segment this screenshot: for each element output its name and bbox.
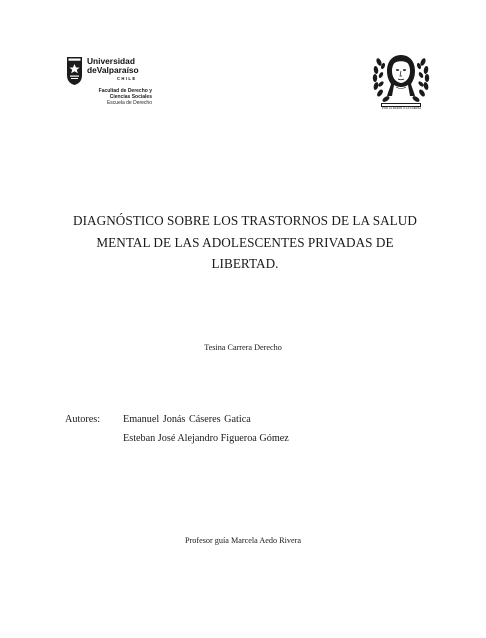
title-line: DIAGNÓSTICO SOBRE LOS TRASTORNOS DE LA SALUD bbox=[73, 213, 417, 228]
authors-label: Autores: bbox=[65, 414, 101, 425]
title-line: MENTAL DE LAS ADOLESCENTES PRIVADAS DE bbox=[96, 234, 394, 250]
school-emblem bbox=[370, 50, 432, 118]
emblem-motto: POR LA RAZÓN O LA FUERZA bbox=[382, 107, 422, 110]
document-title bbox=[60, 210, 430, 275]
university-name: Universidad deValparaíso bbox=[87, 56, 139, 75]
author-name: Esteban José Alejandro Figueroa Gómez bbox=[123, 433, 289, 444]
university-country: CHILE bbox=[117, 76, 137, 81]
university-shield-icon bbox=[66, 56, 83, 86]
author-name: Emanuel Jonás Cáseres Gatica bbox=[123, 414, 251, 425]
advisor-label: Profesor guía Marcela Aedo Rivera bbox=[185, 536, 301, 545]
laurel-head-emblem-icon bbox=[370, 50, 432, 108]
school-name: Escuela de Derecho bbox=[106, 100, 152, 106]
university-logo bbox=[64, 55, 154, 113]
program-label: Tesina Carrera Derecho bbox=[204, 343, 282, 352]
faculty-name: Facultad de Derecho y Ciencias Sociales Escuela de Derecho bbox=[82, 88, 152, 106]
title-line: LIBERTAD. bbox=[211, 256, 279, 271]
